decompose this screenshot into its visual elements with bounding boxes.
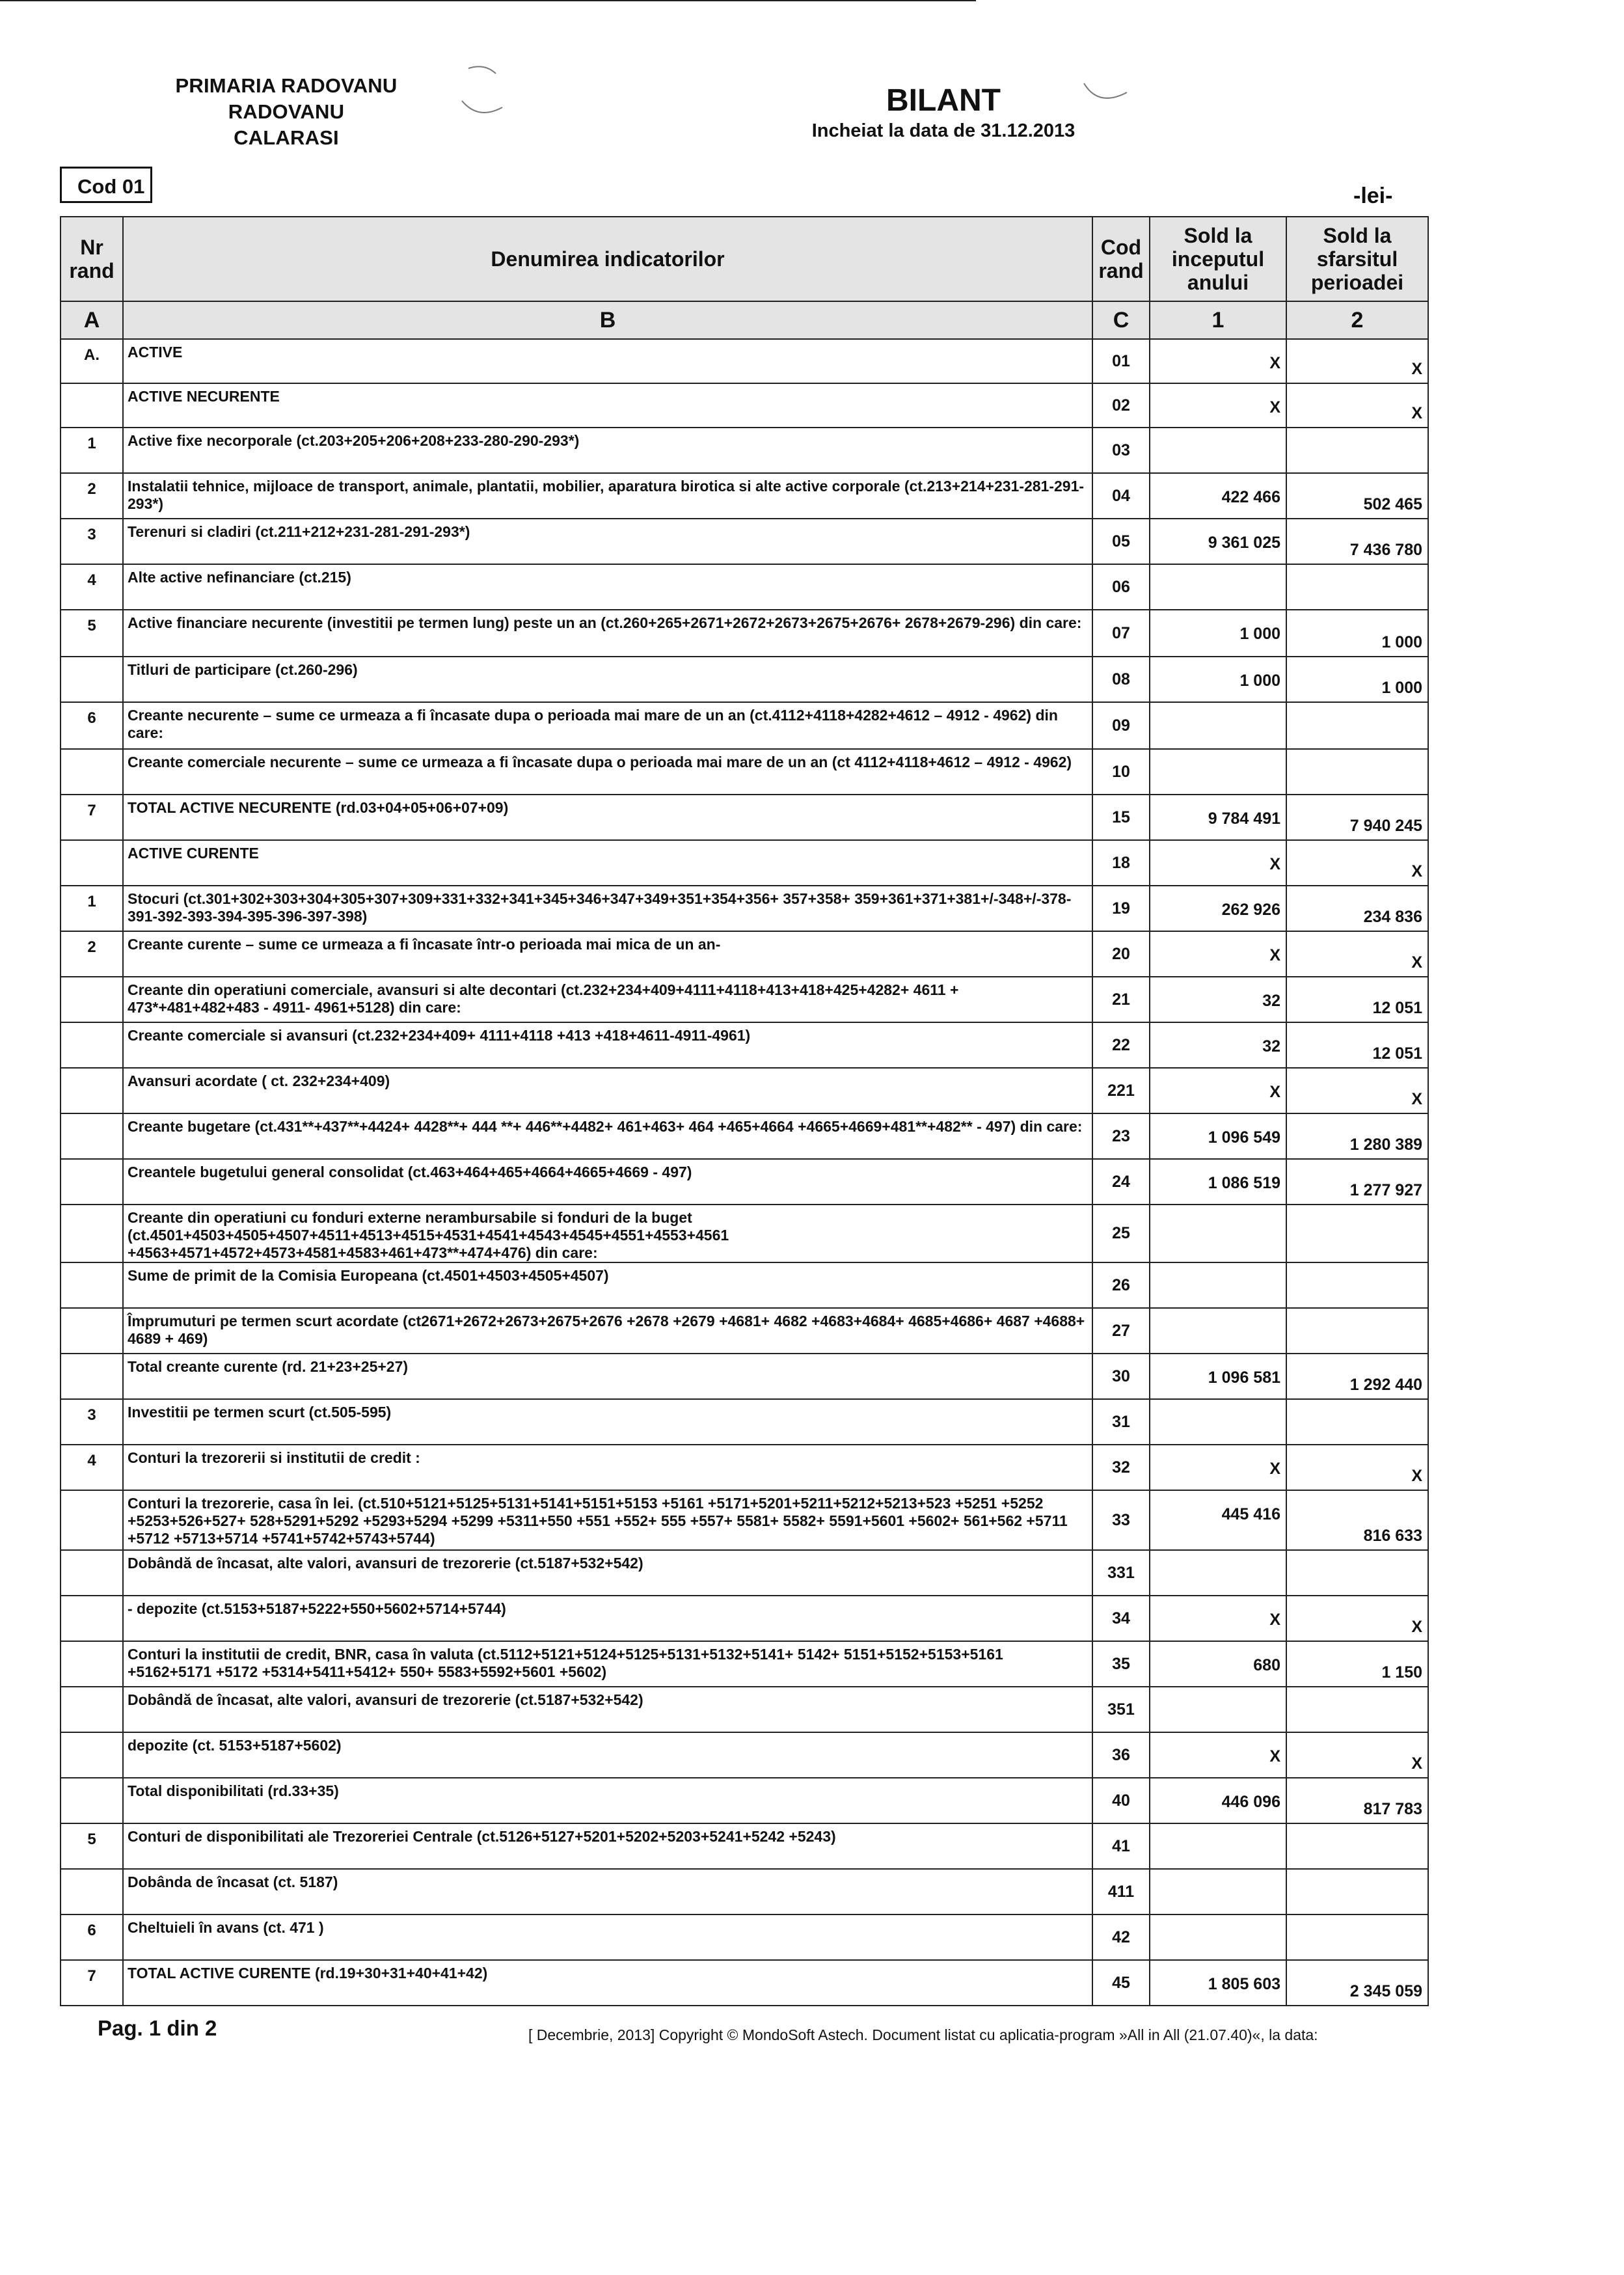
row-code: 10	[1092, 749, 1150, 795]
indicator-name: Conturi la institutii de credit, BNR, casa în valuta (ct.5112+5121+5124+5125+5131+5132+5141+ 5142+ 5151+5152+5153+5161 +5162+5171 +5172 +5314+5411+5412+ 550+ 5583+5592+5601 +5602)	[123, 1641, 1092, 1687]
sold-sfarsit-value: X	[1286, 1732, 1428, 1778]
indicator-name: TOTAL ACTIVE CURENTE (rd.19+30+31+40+41+42)	[123, 1960, 1092, 2006]
indicator-name: Creante comerciale necurente – sume ce urmeaza a fi încasate dupa o perioada mai mare de un an (ct 4112+4118+4612 – 4912 - 4962)	[123, 749, 1092, 795]
header-letter-1: 1	[1150, 301, 1286, 339]
row-code: 04	[1092, 473, 1150, 519]
institution-county: CALARASI	[234, 126, 339, 149]
row-code: 35	[1092, 1641, 1150, 1687]
sold-inceput-value: X	[1150, 339, 1286, 383]
table-row	[61, 1113, 1428, 1159]
sold-sfarsit-value	[1286, 1205, 1428, 1262]
indicator-name: ACTIVE	[123, 339, 1092, 383]
row-code: 09	[1092, 702, 1150, 749]
row-code: 02	[1092, 383, 1150, 428]
table-row	[61, 1641, 1428, 1687]
sold-sfarsit-value: 1 277 927	[1286, 1159, 1428, 1205]
sold-sfarsit-value: X	[1286, 1068, 1428, 1113]
table-row	[61, 1732, 1428, 1778]
sold-sfarsit-value: 1 292 440	[1286, 1354, 1428, 1399]
row-code: 27	[1092, 1308, 1150, 1354]
row-number: 2	[61, 473, 123, 519]
indicator-name: Avansuri acordate ( ct. 232+234+409)	[123, 1068, 1092, 1113]
sold-sfarsit-value: X	[1286, 840, 1428, 886]
table-row	[61, 383, 1428, 428]
table-row	[61, 1399, 1428, 1445]
indicator-name: Împrumuturi pe termen scurt acordate (ct2671+2672+2673+2675+2676 +2678 +2679 +4681+ 4682 +4683+4684+ 4685+4686+ 4687 +4688+ 4689 + 469)	[123, 1308, 1092, 1354]
table-body	[61, 339, 1428, 2006]
row-code: 351	[1092, 1687, 1150, 1732]
sold-inceput-value	[1150, 1869, 1286, 1914]
sold-sfarsit-value: X	[1286, 1445, 1428, 1490]
sold-inceput-value: X	[1150, 1596, 1286, 1641]
header-cod: Cod rand	[1092, 217, 1150, 301]
table-row	[61, 977, 1428, 1022]
header-letter-a: A	[61, 301, 123, 339]
sold-inceput-value: 32	[1150, 977, 1286, 1022]
table-row	[61, 1687, 1428, 1732]
indicator-name: Creante comerciale si avansuri (ct.232+234+409+ 4111+4118 +413 +418+4611-4911-4961)	[123, 1022, 1092, 1068]
table-row	[61, 1869, 1428, 1914]
sold-inceput-value: X	[1150, 931, 1286, 977]
row-number: A.	[61, 339, 123, 383]
indicator-name: Creante din operatiuni cu fonduri externe nerambursabile si fonduri de la buget (ct.4501+4503+4505+4507+4511+4513+4515+4531+4541+4543+4545+4551+4553+4561 +4563+4571+4572+4573+4581+4583+461+473**+474+476) din care:	[123, 1205, 1092, 1262]
row-number	[61, 1113, 123, 1159]
table-row	[61, 795, 1428, 840]
sold-sfarsit-value: 7 940 245	[1286, 795, 1428, 840]
row-number	[61, 1732, 123, 1778]
sold-inceput-value	[1150, 1687, 1286, 1732]
sold-sfarsit-value: X	[1286, 1596, 1428, 1641]
sold-inceput-value	[1150, 1399, 1286, 1445]
sold-sfarsit-value	[1286, 564, 1428, 610]
row-number: 7	[61, 795, 123, 840]
sold-sfarsit-value	[1286, 1823, 1428, 1869]
institution-locality: RADOVANU	[228, 100, 345, 123]
currency-unit: -lei-	[1353, 184, 1393, 208]
indicator-name: ACTIVE NECURENTE	[123, 383, 1092, 428]
form-code: Cod 01	[60, 167, 152, 203]
copyright-notice: [ Decembrie, 2013] Copyright © MondoSoft Astech. Document listat cu aplicatia-program »All in All (21.07.40)«, la data:	[528, 2026, 1318, 2043]
indicator-name: Creantele bugetului general consolidat (ct.463+464+465+4664+4665+4669 - 497)	[123, 1159, 1092, 1205]
sold-sfarsit-value: 12 051	[1286, 1022, 1428, 1068]
sold-sfarsit-value	[1286, 1687, 1428, 1732]
row-number	[61, 1490, 123, 1550]
header-sold-inceput: Sold la inceputul anului	[1150, 217, 1286, 301]
row-number	[61, 1596, 123, 1641]
indicator-name: TOTAL ACTIVE NECURENTE (rd.03+04+05+06+07+09)	[123, 795, 1092, 840]
row-number	[61, 1308, 123, 1354]
page-number: Pag. 1 din 2	[98, 2016, 217, 2040]
indicator-name: Cheltuieli în avans (ct. 471 )	[123, 1914, 1092, 1960]
row-code: 34	[1092, 1596, 1150, 1641]
sold-inceput-value	[1150, 564, 1286, 610]
table-row	[61, 339, 1428, 383]
header-nr: Nr rand	[61, 217, 123, 301]
row-number: 5	[61, 610, 123, 657]
table-row	[61, 749, 1428, 795]
indicator-name: Conturi la trezorerie, casa în lei. (ct.510+5121+5125+5131+5141+5151+5153 +5161 +5171+5201+5211+5212+5213+523 +5251 +5252 +5253+526+527+ 528+5291+5292 +5293+5294 +5299 +5311+550 +551 +552+ 555 +557+ 5581+ 5582+ 5591+5601 +5602+ 561+562 +5711 +5712 +5713+5714 +5741+5742+5743+5744)	[123, 1490, 1092, 1550]
indicator-name: depozite (ct. 5153+5187+5602)	[123, 1732, 1092, 1778]
document-title: BILANT	[886, 83, 1001, 118]
row-number	[61, 1022, 123, 1068]
table-row	[61, 519, 1428, 564]
sold-sfarsit-value: 502 465	[1286, 473, 1428, 519]
sold-sfarsit-value: 234 836	[1286, 886, 1428, 931]
indicator-name: Creante din operatiuni comerciale, avansuri si alte decontari (ct.232+234+409+4111+4118+413+418+425+4282+ 4611 + 473*+481+482+483 - 4911- 4961+5128) din care:	[123, 977, 1092, 1022]
indicator-name: Terenuri si cladiri (ct.211+212+231-281-291-293*)	[123, 519, 1092, 564]
sold-inceput-value	[1150, 1308, 1286, 1354]
header-name: Denumirea indicatorilor	[123, 217, 1092, 301]
scan-edge-line	[0, 0, 976, 1]
row-number: 7	[61, 1960, 123, 2006]
indicator-name: Total creante curente (rd. 21+23+25+27)	[123, 1354, 1092, 1399]
table-row	[61, 1550, 1428, 1596]
indicator-name: Conturi de disponibilitati ale Trezoreriei Centrale (ct.5126+5127+5201+5202+5203+5241+5242 +5243)	[123, 1823, 1092, 1869]
row-code: 19	[1092, 886, 1150, 931]
sold-inceput-value: X	[1150, 840, 1286, 886]
table-row	[61, 1262, 1428, 1308]
indicator-name: Dobânda de încasat (ct. 5187)	[123, 1869, 1092, 1914]
sold-inceput-value: X	[1150, 1068, 1286, 1113]
institution-header	[124, 73, 449, 151]
table-row	[61, 564, 1428, 610]
indicator-name: Creante bugetare (ct.431**+437**+4424+ 4428**+ 444 **+ 446**+4482+ 461+463+ 464 +465+4664 +4665+4669+481**+482** - 497) din care:	[123, 1113, 1092, 1159]
row-code: 01	[1092, 339, 1150, 383]
document-header	[703, 83, 1184, 143]
institution-name: PRIMARIA RADOVANU	[175, 74, 398, 97]
sold-sfarsit-value	[1286, 1550, 1428, 1596]
table-row	[61, 702, 1428, 749]
row-code: 26	[1092, 1262, 1150, 1308]
sold-sfarsit-value: 1 280 389	[1286, 1113, 1428, 1159]
pen-mark-left	[455, 62, 514, 120]
row-number	[61, 1068, 123, 1113]
row-code: 21	[1092, 977, 1150, 1022]
row-number	[61, 1869, 123, 1914]
header-letter-b: B	[123, 301, 1092, 339]
sold-inceput-value: 1 000	[1150, 657, 1286, 702]
row-code: 15	[1092, 795, 1150, 840]
row-number	[61, 657, 123, 702]
table-row	[61, 1823, 1428, 1869]
sold-inceput-value	[1150, 428, 1286, 473]
sold-inceput-value	[1150, 1823, 1286, 1869]
sold-inceput-value: 446 096	[1150, 1778, 1286, 1823]
table-row	[61, 931, 1428, 977]
indicator-name: Dobândă de încasat, alte valori, avansuri de trezorerie (ct.5187+532+542)	[123, 1550, 1092, 1596]
sold-sfarsit-value	[1286, 1869, 1428, 1914]
row-number: 6	[61, 1914, 123, 1960]
balance-sheet-table	[60, 216, 1429, 2006]
sold-sfarsit-value: 1 150	[1286, 1641, 1428, 1687]
row-code: 24	[1092, 1159, 1150, 1205]
row-code: 07	[1092, 610, 1150, 657]
indicator-name: Conturi la trezorerii si institutii de credit :	[123, 1445, 1092, 1490]
header-letter-2: 2	[1286, 301, 1428, 339]
row-code: 30	[1092, 1354, 1150, 1399]
sold-sfarsit-value: 817 783	[1286, 1778, 1428, 1823]
sold-sfarsit-value: 12 051	[1286, 977, 1428, 1022]
row-code: 23	[1092, 1113, 1150, 1159]
sold-inceput-value: 1 096 549	[1150, 1113, 1286, 1159]
sold-inceput-value	[1150, 749, 1286, 795]
sold-inceput-value: 445 416	[1150, 1490, 1286, 1550]
sold-sfarsit-value	[1286, 1914, 1428, 1960]
table-row	[61, 1960, 1428, 2006]
table-row	[61, 657, 1428, 702]
row-number: 1	[61, 886, 123, 931]
sold-inceput-value	[1150, 1262, 1286, 1308]
sold-sfarsit-value	[1286, 1308, 1428, 1354]
row-code: 25	[1092, 1205, 1150, 1262]
row-number	[61, 749, 123, 795]
row-number	[61, 1262, 123, 1308]
row-number: 2	[61, 931, 123, 977]
sold-inceput-value	[1150, 1205, 1286, 1262]
row-number	[61, 1205, 123, 1262]
sold-inceput-value: 1 096 581	[1150, 1354, 1286, 1399]
table-row	[61, 1354, 1428, 1399]
row-number	[61, 1641, 123, 1687]
row-number	[61, 977, 123, 1022]
table-row	[61, 610, 1428, 657]
sold-sfarsit-value: X	[1286, 339, 1428, 383]
indicator-name: Titluri de participare (ct.260-296)	[123, 657, 1092, 702]
sold-inceput-value: 32	[1150, 1022, 1286, 1068]
sold-sfarsit-value	[1286, 1262, 1428, 1308]
sold-sfarsit-value	[1286, 428, 1428, 473]
table-row	[61, 1308, 1428, 1354]
sold-sfarsit-value: 816 633	[1286, 1490, 1428, 1550]
sold-inceput-value: 680	[1150, 1641, 1286, 1687]
row-code: 08	[1092, 657, 1150, 702]
row-number: 6	[61, 702, 123, 749]
row-number	[61, 1778, 123, 1823]
row-code: 45	[1092, 1960, 1150, 2006]
row-number	[61, 1687, 123, 1732]
row-number: 3	[61, 1399, 123, 1445]
table-row	[61, 1596, 1428, 1641]
sold-inceput-value: X	[1150, 1732, 1286, 1778]
sold-inceput-value: 9 784 491	[1150, 795, 1286, 840]
row-number: 1	[61, 428, 123, 473]
indicator-name: Active fixe necorporale (ct.203+205+206+208+233-280-290-293*)	[123, 428, 1092, 473]
table-row	[61, 1205, 1428, 1262]
table-row	[61, 1490, 1428, 1550]
indicator-name: - depozite (ct.5153+5187+5222+550+5602+5714+5744)	[123, 1596, 1092, 1641]
sold-sfarsit-value	[1286, 1399, 1428, 1445]
table-row	[61, 886, 1428, 931]
row-number	[61, 840, 123, 886]
row-number	[61, 1159, 123, 1205]
row-number: 4	[61, 1445, 123, 1490]
indicator-name: Dobândă de încasat, alte valori, avansuri de trezorerie (ct.5187+532+542)	[123, 1687, 1092, 1732]
table-row	[61, 1022, 1428, 1068]
sold-sfarsit-value	[1286, 749, 1428, 795]
row-number: 5	[61, 1823, 123, 1869]
sold-inceput-value: 1 086 519	[1150, 1159, 1286, 1205]
row-code: 31	[1092, 1399, 1150, 1445]
table-row	[61, 840, 1428, 886]
sold-inceput-value	[1150, 702, 1286, 749]
header-letter-c: C	[1092, 301, 1150, 339]
indicator-name: Total disponibilitati (rd.33+35)	[123, 1778, 1092, 1823]
table-row	[61, 1914, 1428, 1960]
indicator-name: ACTIVE CURENTE	[123, 840, 1092, 886]
row-code: 41	[1092, 1823, 1150, 1869]
indicator-name: Creante necurente – sume ce urmeaza a fi încasate dupa o perioada mai mare de un an (ct.4112+4118+4282+4612 – 4912 - 4962) din care:	[123, 702, 1092, 749]
table-row	[61, 1159, 1428, 1205]
sold-inceput-value: X	[1150, 383, 1286, 428]
sold-inceput-value: 422 466	[1150, 473, 1286, 519]
indicator-name: Sume de primit de la Comisia Europeana (ct.4501+4503+4505+4507)	[123, 1262, 1092, 1308]
indicator-name: Alte active nefinanciare (ct.215)	[123, 564, 1092, 610]
row-code: 36	[1092, 1732, 1150, 1778]
table-row	[61, 1778, 1428, 1823]
sold-inceput-value	[1150, 1914, 1286, 1960]
sold-sfarsit-value: 1 000	[1286, 657, 1428, 702]
indicator-name: Active financiare necurente (investitii pe termen lung) peste un an (ct.260+265+2671+2672+2673+2675+2676+ 2678+2679-296) din care:	[123, 610, 1092, 657]
sold-sfarsit-value: 1 000	[1286, 610, 1428, 657]
row-code: 03	[1092, 428, 1150, 473]
row-number: 4	[61, 564, 123, 610]
sold-sfarsit-value: 2 345 059	[1286, 1960, 1428, 2006]
header-sold-sfarsit: Sold la sfarsitul perioadei	[1286, 217, 1428, 301]
indicator-name: Creante curente – sume ce urmeaza a fi încasate într-o perioada mai mica de un an-	[123, 931, 1092, 977]
table-row	[61, 1445, 1428, 1490]
sold-inceput-value: 9 361 025	[1150, 519, 1286, 564]
sold-inceput-value: 262 926	[1150, 886, 1286, 931]
sold-inceput-value: 1 805 603	[1150, 1960, 1286, 2006]
sold-sfarsit-value: X	[1286, 383, 1428, 428]
row-code: 20	[1092, 931, 1150, 977]
row-code: 18	[1092, 840, 1150, 886]
row-number	[61, 1354, 123, 1399]
row-code: 32	[1092, 1445, 1150, 1490]
table-row	[61, 1068, 1428, 1113]
row-number: 3	[61, 519, 123, 564]
indicator-name: Instalatii tehnice, mijloace de transport, animale, plantatii, mobilier, aparatura birotica si alte active corporale (ct.213+214+231-281-291-293*)	[123, 473, 1092, 519]
sold-inceput-value	[1150, 1550, 1286, 1596]
table-row	[61, 473, 1428, 519]
sold-sfarsit-value	[1286, 702, 1428, 749]
row-code: 06	[1092, 564, 1150, 610]
table-row	[61, 428, 1428, 473]
row-number	[61, 1550, 123, 1596]
row-code: 411	[1092, 1869, 1150, 1914]
row-code: 22	[1092, 1022, 1150, 1068]
row-code: 40	[1092, 1778, 1150, 1823]
document-date: Incheiat la data de 31.12.2013	[811, 120, 1076, 141]
row-code: 05	[1092, 519, 1150, 564]
row-code: 221	[1092, 1068, 1150, 1113]
indicator-name: Stocuri (ct.301+302+303+304+305+307+309+331+332+341+345+346+347+349+351+354+356+ 357+358+ 359+361+371+381+/-348+/-378-391-392-393-394-395-396-397-398)	[123, 886, 1092, 931]
row-number	[61, 383, 123, 428]
sold-inceput-value: 1 000	[1150, 610, 1286, 657]
sold-sfarsit-value: X	[1286, 931, 1428, 977]
sold-sfarsit-value: 7 436 780	[1286, 519, 1428, 564]
sold-inceput-value: X	[1150, 1445, 1286, 1490]
row-code: 33	[1092, 1490, 1150, 1550]
indicator-name: Investitii pe termen scurt (ct.505-595)	[123, 1399, 1092, 1445]
row-code: 331	[1092, 1550, 1150, 1596]
row-code: 42	[1092, 1914, 1150, 1960]
